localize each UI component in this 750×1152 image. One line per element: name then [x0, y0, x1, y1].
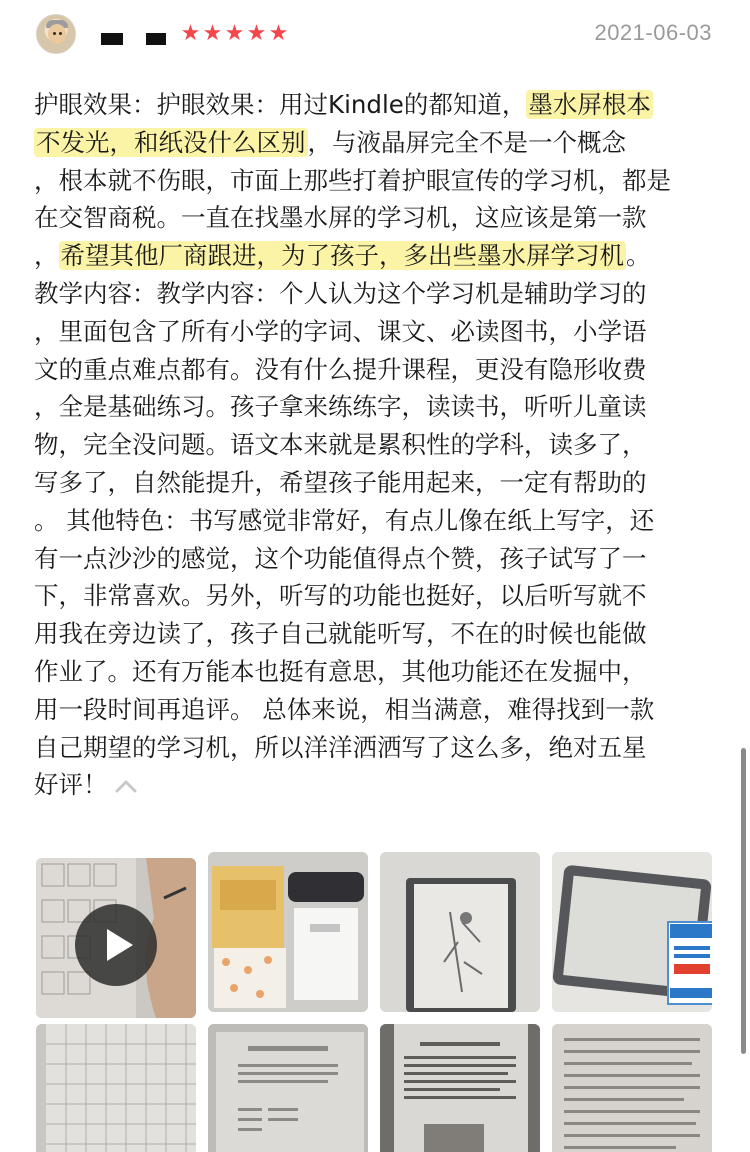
packaging-photo-preview	[208, 852, 368, 1012]
avatar-eye	[59, 32, 62, 35]
device-ink-painting-preview	[380, 852, 540, 1012]
device-with-box-preview	[552, 852, 712, 1012]
review-line	[34, 388, 714, 426]
review-text-segment: 下，非常喜欢。另外，听写的功能也挺好，以后听写就不	[34, 581, 647, 611]
video-thumbnail[interactable]	[36, 858, 196, 1018]
star-icon: ★	[224, 21, 245, 46]
star-icon: ★	[202, 21, 223, 46]
review-text-segment: 自己期望的学习机，所以洋洋洒洒写了这么多，绝对五星	[34, 732, 647, 762]
photo-thumbnail[interactable]	[380, 1024, 540, 1152]
photo-thumbnail[interactable]	[36, 1024, 196, 1152]
star-icon: ★	[246, 21, 267, 46]
review-line	[34, 124, 714, 162]
review-text-segment: 在交智商税。一直在找墨水屏的学习机，这应该是第一款	[34, 203, 647, 233]
review-line	[34, 615, 714, 653]
review-line	[34, 502, 714, 540]
review-header	[0, 0, 750, 70]
review-text	[34, 86, 714, 804]
review-text-segment: ，里面包含了所有小学的字词、课文、必读图书，小学语	[34, 316, 647, 346]
review-line	[34, 577, 714, 615]
review-text-segment: 写多了，自然能提升，希望孩子能用起来，一定有帮助的	[34, 467, 647, 497]
review-text-segment: ，	[34, 241, 59, 271]
review-text-segment: 护眼效果：护眼效果：用过Kindle的都知道，	[34, 90, 527, 119]
review-text-segment: 用我在旁边读了，孩子自己就能听写，不在的时候也能做	[34, 619, 647, 649]
review-text-segment: 文的重点难点都有。没有什么提升课程，更没有隐形收费	[34, 354, 647, 384]
review-line	[34, 766, 714, 804]
photo-thumbnail[interactable]	[552, 1024, 712, 1152]
grid-paper-screen-preview	[36, 1024, 196, 1152]
review-line	[34, 313, 714, 351]
username-redacted	[101, 33, 123, 45]
review-text-segment: 有一点沙沙的感觉，这个功能值得点个赞，孩子试写了一	[34, 543, 647, 573]
review-line	[34, 237, 714, 275]
review-text-segment: ，全是基础练习。孩子拿来练练字，读读书，听听儿童读	[34, 392, 647, 422]
highlighted-text: 不发光，和纸没什么区别	[36, 127, 306, 157]
star-icon: ★	[268, 21, 289, 46]
review-text-segment: 教学内容：教学内容：个人认为这个学习机是辅助学习的	[34, 278, 647, 308]
review-line	[34, 653, 714, 691]
avatar[interactable]	[36, 14, 76, 54]
review-line	[34, 426, 714, 464]
highlighted-text: 希望其他厂商跟进，为了孩子，多出些墨水屏学习机	[60, 241, 624, 271]
review-text-segment: 。	[626, 241, 651, 271]
review-text-segment: 好评！	[34, 770, 108, 800]
review-date: 2021-06-03	[594, 20, 712, 45]
review-line	[34, 729, 714, 767]
photo-thumbnail[interactable]	[208, 852, 368, 1012]
review-line	[34, 199, 714, 237]
review-text-segment: 。 其他特色：书写感觉非常好，有点儿像在纸上写字，还	[34, 505, 655, 535]
review-line	[34, 275, 714, 313]
star-icon: ★	[180, 21, 201, 46]
review-line	[34, 691, 714, 729]
star-rating	[180, 22, 289, 46]
photo-thumbnail[interactable]	[208, 1024, 368, 1152]
review-text-segment: ，与液晶屏完全不是一个概念	[307, 127, 626, 157]
avatar-face	[48, 24, 66, 44]
username-redacted	[146, 33, 166, 45]
text-page-preview	[552, 1024, 712, 1152]
play-icon[interactable]	[75, 904, 157, 986]
review-line	[34, 162, 714, 200]
review-text-segment: 物，完全没问题。语文本来就是累积性的学科，读多了，	[34, 430, 647, 460]
document-screen-preview	[208, 1024, 368, 1152]
reader-screen-preview	[380, 1024, 540, 1152]
chevron-up-icon[interactable]	[114, 777, 138, 795]
photo-thumbnail[interactable]	[552, 852, 712, 1012]
review-line	[34, 351, 714, 389]
review-line	[34, 540, 714, 578]
scrollbar[interactable]	[741, 748, 746, 1054]
review-text-segment: ，根本就不伤眼，市面上那些打着护眼宣传的学习机，都是	[34, 165, 671, 195]
photo-thumbnail[interactable]	[380, 852, 540, 1012]
review-text-segment: 作业了。还有万能本也挺有意思，其他功能还在发掘中，	[34, 656, 647, 686]
avatar-eye	[53, 32, 56, 35]
review-line	[34, 464, 714, 502]
highlighted-text: 墨水屏根本	[528, 90, 651, 119]
review-line	[34, 86, 714, 124]
review-text-segment: 用一段时间再追评。 总体来说，相当满意，难得找到一款	[34, 694, 655, 724]
